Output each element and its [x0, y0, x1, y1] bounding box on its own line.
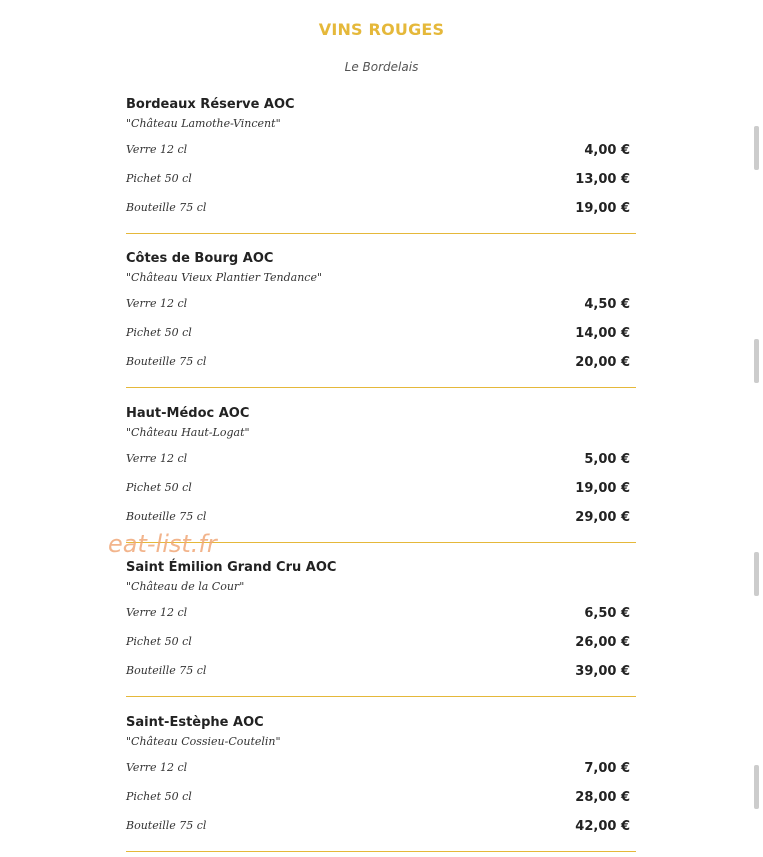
price-row: [126, 606, 630, 622]
price-row-label: Pichet 50 cl: [126, 790, 192, 803]
wine-name: Côtes de Bourg AOC: [126, 251, 274, 266]
price-row: [126, 143, 630, 159]
wine-chateau: "Château Lamothe-Vincent": [126, 117, 281, 130]
price-row-label: Verre 12 cl: [126, 452, 188, 465]
price-row: [126, 452, 630, 468]
price-row-label: Verre 12 cl: [126, 606, 188, 619]
watermark: eat-list.fr: [108, 530, 217, 558]
wine-chateau: "Château Vieux Plantier Tendance": [126, 271, 323, 284]
wine-name: Saint Émilion Grand Cru AOC: [126, 560, 337, 575]
price-row-label: Bouteille 75 cl: [126, 664, 207, 677]
price-row: [126, 326, 630, 342]
wine-name: Haut-Médoc AOC: [126, 406, 250, 421]
wine-item: [126, 97, 636, 234]
scroll-marker: [754, 765, 759, 809]
price-row: [126, 355, 630, 371]
section-title: VINS ROUGES: [318, 20, 445, 39]
price-row-label: Bouteille 75 cl: [126, 201, 207, 214]
price-row-label: Pichet 50 cl: [126, 635, 192, 648]
price-row: [126, 664, 630, 680]
price-row-label: Pichet 50 cl: [126, 326, 192, 339]
wine-chateau: "Château Haut-Logat": [126, 426, 250, 439]
price-row-label: Bouteille 75 cl: [126, 355, 207, 368]
section-subtitle: Le Bordelais: [344, 60, 419, 74]
price-row-price: 14,00 €: [575, 326, 630, 341]
price-row-price: 19,00 €: [575, 481, 630, 496]
price-row: [126, 201, 630, 217]
wine-name: Bordeaux Réserve AOC: [126, 97, 295, 112]
price-row: [126, 790, 630, 806]
price-row-price: 6,50 €: [584, 606, 630, 621]
price-row-price: 4,00 €: [584, 143, 630, 158]
price-row-label: Pichet 50 cl: [126, 172, 192, 185]
wine-item: [126, 715, 636, 852]
price-row: [126, 172, 630, 188]
price-row: [126, 510, 630, 526]
price-row-label: Verre 12 cl: [126, 297, 188, 310]
price-row-price: 20,00 €: [575, 355, 630, 370]
price-row: [126, 761, 630, 777]
price-row: [126, 481, 630, 497]
price-row-price: 4,50 €: [584, 297, 630, 312]
wine-item: [126, 560, 636, 697]
price-row-label: Bouteille 75 cl: [126, 510, 207, 523]
wine-chateau: "Château de la Cour": [126, 580, 245, 593]
price-row-price: 42,00 €: [575, 819, 630, 834]
wine-item: [126, 406, 636, 543]
price-row-price: 5,00 €: [584, 452, 630, 467]
price-row-price: 7,00 €: [584, 761, 630, 776]
price-row-label: Verre 12 cl: [126, 143, 188, 156]
scroll-marker: [754, 126, 759, 170]
price-row-label: Pichet 50 cl: [126, 481, 192, 494]
price-row: [126, 297, 630, 313]
scroll-marker: [754, 552, 759, 596]
price-row: [126, 635, 630, 651]
price-row-price: 39,00 €: [575, 664, 630, 679]
wine-chateau: "Château Cossieu-Coutelin": [126, 735, 281, 748]
price-row-price: 26,00 €: [575, 635, 630, 650]
price-row-label: Verre 12 cl: [126, 761, 188, 774]
price-row-price: 19,00 €: [575, 201, 630, 216]
price-row-price: 29,00 €: [575, 510, 630, 525]
wine-name: Saint-Estèphe AOC: [126, 715, 264, 730]
price-row-price: 13,00 €: [575, 172, 630, 187]
price-row: [126, 819, 630, 835]
price-row-label: Bouteille 75 cl: [126, 819, 207, 832]
wine-item: [126, 251, 636, 388]
scroll-marker: [754, 339, 759, 383]
price-row-price: 28,00 €: [575, 790, 630, 805]
